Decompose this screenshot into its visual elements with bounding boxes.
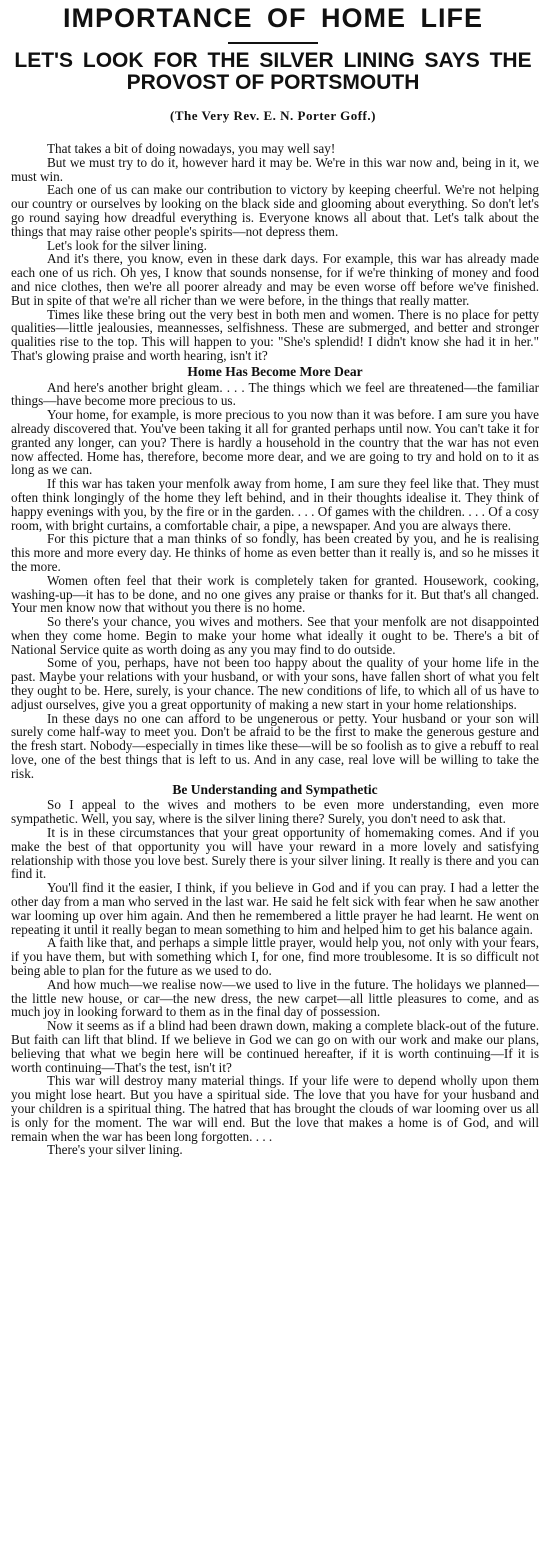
paragraph: This war will destroy many material things. If your life were to depend wholly upon them you might lose heart. But you have a spiritual side. The love that you have for your husband and your children is a spiritual thing. The hatred that has brought the clouds of war looming over us all is only for the moment. The war will end. But the love that makes a home is of God, and will remain when the war has been long forgotten. . . . (11, 1073, 539, 1144)
paragraph: It is in these circumstances that your great opportunity of homemaking comes. And if you make the best of that opportunity you will have your reward in a more lovely and satisfying relationship with those you love best. Surely there is your silver lining. It really is there and you can find it. (11, 825, 539, 882)
paragraph: And it's there, you know, even in these dark days. For example, this war has already made each one of us rich. Oh yes, I know that sounds nonsense, for if we're thinking of money and food and nice clothes, then we're all poorer already and may be even worse off before we've finished. But in spite of that we're all richer than we were before, in the things that really matter. (11, 251, 539, 308)
paragraph: But we must try to do it, however hard it may be. We're in this war now and, being in it, we must win. (11, 154, 539, 184)
paragraph: And here's another bright gleam. . . . The things which we feel are threatened—the familiar things—have become more precious to us. (11, 379, 539, 409)
headline: IMPORTANCE OF HOME LIFE (63, 3, 483, 33)
paragraph: And how much—we realise now—we used to live in the future. The holidays we planned—the little new house, or car—the new dress, the new carpet—all little pleasures to come, and as much joy in looking forward to them as in the final day of possession. (11, 976, 539, 1020)
paragraph: Let's look for the silver lining. (47, 237, 207, 253)
subheadline-line2: PROVOST OF PORTSMOUTH (126, 71, 420, 94)
paragraph: That takes a bit of doing nowadays, you may well say! (47, 141, 336, 156)
byline: (The Very Rev. E. N. Porter Goff.) (170, 108, 376, 123)
paragraph: You'll find it the easier, I think, if you believe in God and if you can pray. I had a letter the other day from a man who served in the last war. He said he felt sick with fear when he saw another war looming up over him again. And then he remembered a little prayer he had learnt. He went on repeating it until it really began to mean something to him and helped him to get his balance again. (11, 880, 539, 937)
paragraph: So I appeal to the wives and mothers to be even more understanding, even more sympathetic. Well, you say, where is the silver lining there? Surely, you don't need to ask that. (11, 797, 539, 827)
paragraph: Now it seems as if a blind had been drawn down, making a complete black-out of the future. But faith can lift that blind. If we believe in God we can go on with our work and make our plans, believing that what we begin here will be continued hereafter, if it is worth continuing—If it is worth continuing—That's the test, isn't it? (11, 1018, 539, 1075)
subheadline-line1: LET'S LOOK FOR THE SILVER LINING SAYS THE (14, 49, 532, 72)
paragraph: Some of you, perhaps, have not been too happy about the quality of your home life in the past. Maybe your relations with your husband, or with your sons, have fallen short of what you felt they ought to be. Here, surely, is your chance. The new conditions of life, to which all of us have to adjust ourselves, give you a great opportunity of making a new start in your home relationships. (11, 655, 539, 712)
article-body (0, 142, 546, 1157)
paragraph: For this picture that a man thinks of so fondly, has been created by you, and he is realising this more and more every day. He thinks of home as even better than it really is, and so he misses it the more. (11, 531, 539, 574)
paragraph: Women often feel that their work is completely taken for granted. Housework, cooking, washing-up—it has to be done, and no one gives any praise or thanks for it. But that's all changed. Your men know now that without you there is no home. (11, 572, 539, 616)
paragraph: Each one of us can make our contribution to victory by keeping cheerful. We're not helping our country or ourselves by looking on the black side and glooming about everything. So don't let's go round saying how dreadful everything is. Everyone knows all about that. Let's talk about the things that may raise other people's spirits—not depress them. (11, 182, 539, 239)
section-heading: Home Has Become More Dear (187, 363, 363, 379)
paragraph: Times like these bring out the very best in both men and women. There is no place for petty qualities—little jealousies, meannesses, selfishness. These are submerged, and better and stronger qualities rise to the top. This will happen to you: "She's splendid! I didn't know she had it in her." That's glowing praise and worth hearing, isn't it? (11, 306, 539, 363)
section-heading: Be Understanding and Sympathetic (172, 781, 378, 797)
paragraph: A faith like that, and perhaps a simple little prayer, would help you, not only with your fears, if you have them, but with something which I, for one, find more troublesome. It is so difficult not being able to plan for the future as we used to do. (11, 935, 539, 979)
paragraph: So there's your chance, you wives and mothers. See that your menfolk are not disappointed when they come home. Begin to make your home what ideally it ought to be. There's a bit of National Service quite as worth doing as any you may find to do outside. (11, 614, 539, 657)
headline-rule (228, 42, 318, 44)
paragraph: If this war has taken your menfolk away from home, I am sure they feel like that. They must often think longingly of the home they left behind, and in their thoughts idealise it. They think of happy evenings with you, by the fire or in the garden. . . . Of games with the children. . . . Of a cosy room, with bright curtains, a comfortable chair, a pipe, a newspaper. And you are always there. (11, 476, 539, 533)
paragraph: In these days no one can afford to be ungenerous or petty. Your husband or your son will surely come half-way to meet you. Don't be afraid to be the first to make the generous gesture and the fresh start. Nobody—especially in times like these—will be so foolish as to give a rebuff to real love, one of the best things that is left to us. And in any case, real love will be willing to take the risk. (11, 710, 539, 781)
paragraph: Your home, for example, is more precious to you now than it was before. I am sure you have already discovered that. You've been taking it all for granted perhaps until now. You can't take it for granted any longer, can you? There is hardly a household in the country that the war has not even now affected. Home has, therefore, become more dear, and we are going to try and hold on to it as long as we can. (11, 407, 539, 478)
paragraph: There's your silver lining. (47, 1142, 183, 1158)
